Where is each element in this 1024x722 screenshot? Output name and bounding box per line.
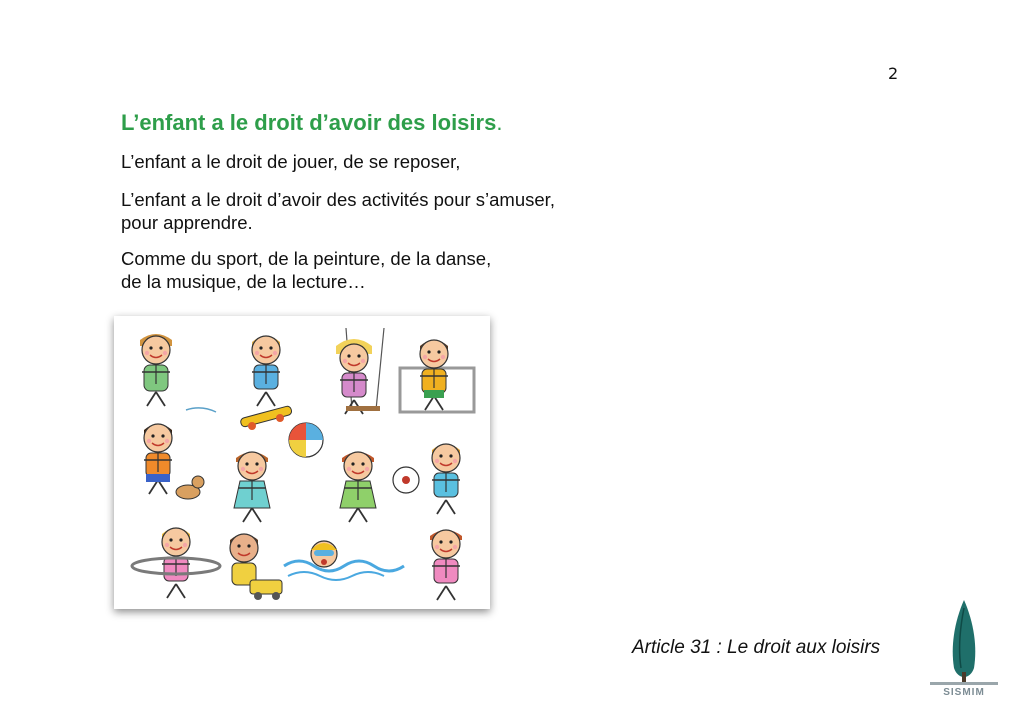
paragraph-examples-line1: Comme du sport, de la peinture, de la danse, [121,248,492,269]
sismim-logo [928,598,1000,698]
article-caption: Article 31 : Le droit aux loisirs [632,637,881,658]
title-period: . [496,110,503,135]
page-title [121,110,502,136]
kid-swing [336,328,384,414]
paragraph-play-text: L’enfant a le droit de jouer, de se reposer, [121,151,461,172]
kid-swimming [284,541,404,580]
kid-soccer [393,444,460,514]
paragraph-play [121,150,460,173]
paragraph-examples-line2: de la musique, de la lecture… [121,271,366,292]
kid-toy-car [230,534,282,600]
kid-girl-green [340,452,376,522]
beach-ball [289,423,323,457]
kid-dancing-girl [140,334,216,412]
kid-girl-dress [234,452,270,522]
children-leisure-illustration [114,316,490,609]
logo-text: SISMIM [943,687,985,698]
page-number: 2 [888,64,899,83]
kid-dog [144,424,204,499]
paragraph-activities-line2: pour apprendre. [121,212,253,233]
illustration-canvas [114,316,490,609]
kid-hoop [132,528,220,598]
cypress-tree-icon [928,598,1000,686]
kid-girl-pink [430,530,462,600]
title-text: L’enfant a le droit d’avoir des loisirs [121,110,497,135]
kid-goal [400,340,474,412]
paragraph-activities [121,188,555,234]
kid-skateboard [240,336,293,430]
paragraph-activities-line1: L’enfant a le droit d’avoir des activités pour s’amuser, [121,189,555,210]
paragraph-examples [121,247,491,293]
